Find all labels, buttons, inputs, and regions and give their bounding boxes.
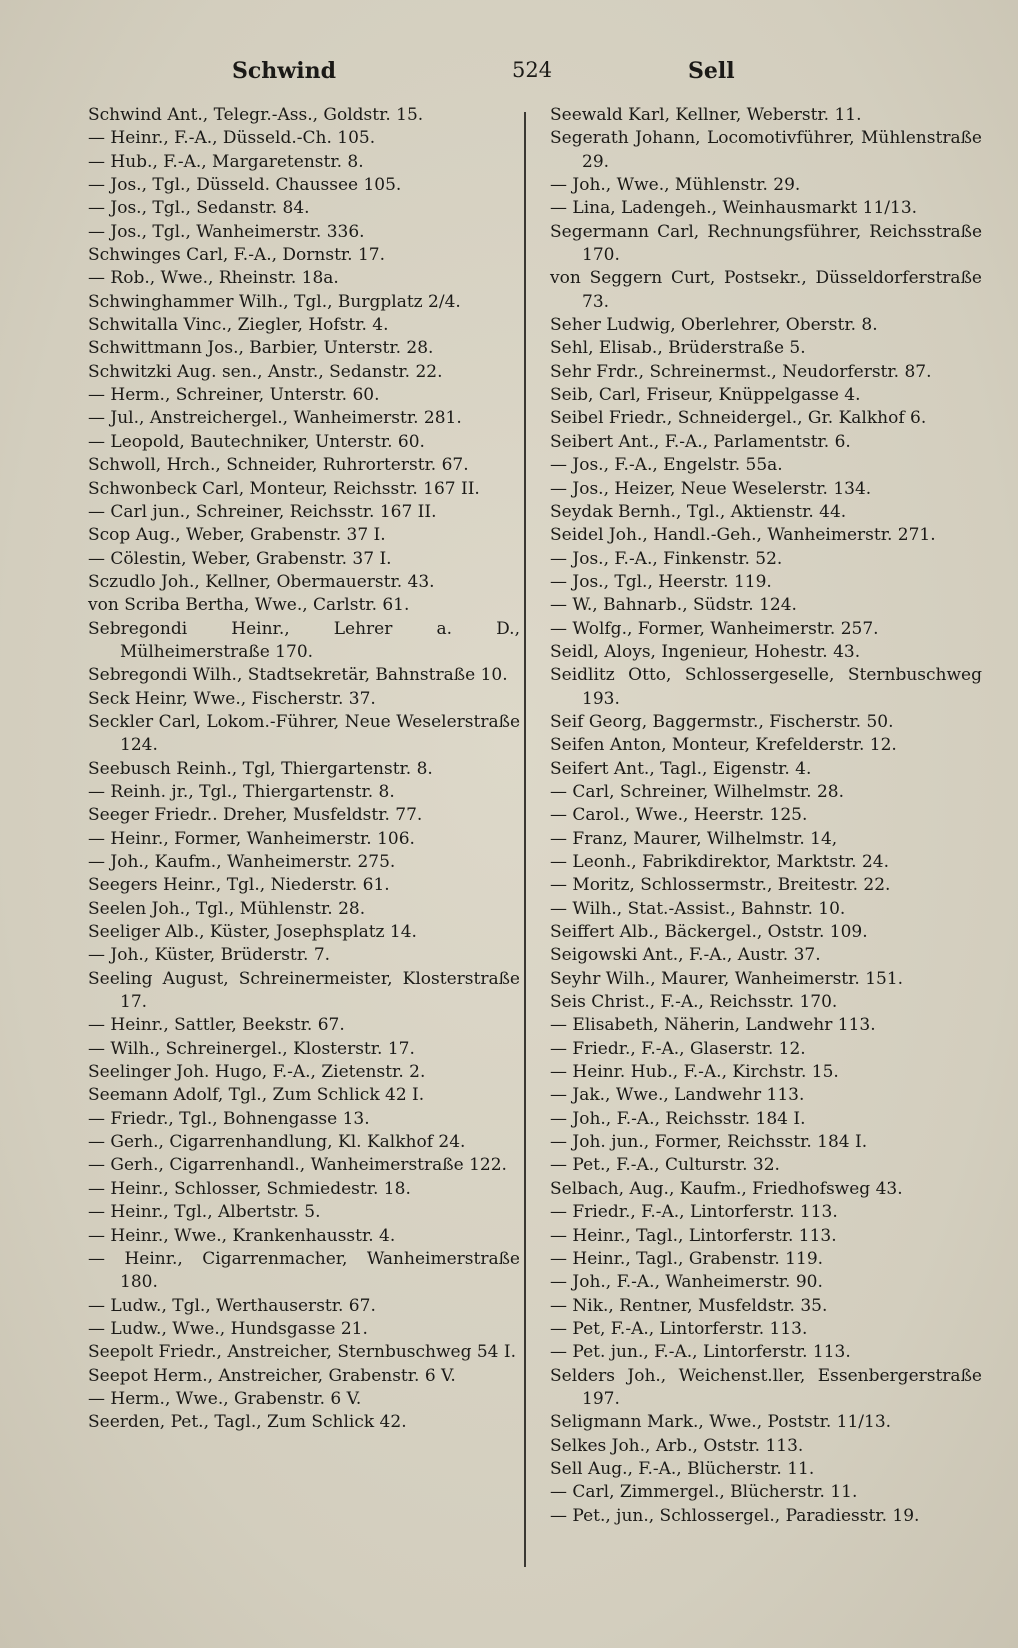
directory-entry: — Friedr., F.-A., Lintorferstr. 113. bbox=[550, 1202, 838, 1223]
directory-entry: Sczudlo Joh., Kellner, Obermauerstr. 43. bbox=[88, 571, 435, 592]
directory-entry: Seebusch Reinh., Tgl, Thiergartenstr. 8. bbox=[88, 758, 433, 779]
directory-entry: Seifen Anton, Monteur, Krefelderstr. 12. bbox=[550, 735, 897, 756]
directory-entry: Schwonbeck Carl, Monteur, Reichsstr. 167 II. bbox=[88, 478, 480, 499]
directory-entry: Schwitzki Aug. sen., Anstr., Sedanstr. 22. bbox=[88, 361, 443, 382]
directory-entry: — Heinr., Schlosser, Schmiedestr. 18. bbox=[88, 1178, 411, 1199]
header-left-keyword: Schwind bbox=[232, 58, 336, 84]
directory-entry: Seck Heinr, Wwe., Fischerstr. 37. bbox=[88, 688, 376, 709]
directory-entry: Seemann Adolf, Tgl., Zum Schlick 42 I. bbox=[88, 1085, 425, 1106]
directory-entry: — Lina, Ladengeh., Weinhausmarkt 11/13. bbox=[550, 198, 918, 219]
directory-entry: — Moritz, Schlossermstr., Breitestr. 22. bbox=[550, 875, 891, 896]
directory-entry: — Heinr., Cigarrenmacher, Wanheimerstraße 180. bbox=[88, 1248, 520, 1293]
directory-entry: — Heinr., Tgl., Albertstr. 5. bbox=[88, 1202, 321, 1223]
left-column bbox=[88, 104, 520, 1435]
directory-entry: — Jos., F.-A., Engelstr. 55a. bbox=[550, 455, 783, 476]
directory-entry: Schwoll, Hrch., Schneider, Ruhrorterstr. 67. bbox=[88, 455, 469, 476]
directory-entry: Schwinges Carl, F.-A., Dornstr. 17. bbox=[88, 245, 386, 266]
directory-entry: — Heinr., F.-A., Düsseld.-Ch. 105. bbox=[88, 128, 376, 149]
directory-entry: Scop Aug., Weber, Grabenstr. 37 I. bbox=[88, 525, 386, 546]
directory-entry: — Herm., Wwe., Grabenstr. 6 V. bbox=[88, 1388, 362, 1409]
directory-entry: — Heinr., Sattler, Beekstr. 67. bbox=[88, 1015, 345, 1036]
directory-entry: Schwittmann Jos., Barbier, Unterstr. 28. bbox=[88, 338, 434, 359]
directory-entry: Segerath Johann, Locomotivführer, Mühlenstraße 29. bbox=[550, 128, 982, 172]
directory-entry: — Carl jun., Schreiner, Reichsstr. 167 II. bbox=[88, 501, 437, 522]
directory-entry: Seepot Herm., Anstreicher, Grabenstr. 6 V. bbox=[88, 1365, 456, 1386]
directory-entry: Seelen Joh., Tgl., Mühlenstr. 28. bbox=[88, 898, 366, 919]
directory-entry: — Elisabeth, Näherin, Landwehr 113. bbox=[550, 1015, 876, 1036]
directory-entry: — Friedr., F.-A., Glaserstr. 12. bbox=[550, 1038, 806, 1059]
directory-entry: Seewald Karl, Kellner, Weberstr. 11. bbox=[550, 105, 862, 125]
directory-entry: Selbach, Aug., Kaufm., Friedhofsweg 43. bbox=[550, 1178, 903, 1199]
directory-entry: Seis Christ., F.-A., Reichsstr. 170. bbox=[550, 992, 838, 1013]
directory-entry: — Leopold, Bautechniker, Unterstr. 60. bbox=[88, 431, 425, 452]
directory-entry: Seher Ludwig, Oberlehrer, Oberstr. 8. bbox=[550, 315, 878, 336]
directory-entry: Seerden, Pet., Tagl., Zum Schlick 42. bbox=[88, 1412, 407, 1433]
directory-entry: Seidel Joh., Handl.-Geh., Wanheimerstr. 271. bbox=[550, 525, 936, 546]
directory-entry: Seligmann Mark., Wwe., Poststr. 11/13. bbox=[550, 1412, 892, 1433]
directory-entry: Sebregondi Heinr., Lehrer a. D., Mülheimerstraße 170. bbox=[88, 618, 520, 662]
directory-entry: — Wilh., Stat.-Assist., Bahnstr. 10. bbox=[550, 898, 846, 919]
directory-entry: — Gerh., Cigarrenhandl., Wanheimerstraße 122. bbox=[88, 1155, 507, 1176]
directory-entry: — Jos., Tgl., Düsseld. Chaussee 105. bbox=[88, 175, 402, 196]
directory-entry: — Joh., F.-A., Wanheimerstr. 90. bbox=[550, 1272, 823, 1293]
directory-entry: — Reinh. jr., Tgl., Thiergartenstr. 8. bbox=[88, 781, 395, 802]
directory-entry: Schwind Ant., Telegr.-Ass., Goldstr. 15. bbox=[88, 105, 424, 125]
directory-entry: Seegers Heinr., Tgl., Niederstr. 61. bbox=[88, 875, 390, 896]
directory-entry: Seepolt Friedr., Anstreicher, Sternbuschweg 54 I. bbox=[88, 1342, 517, 1363]
directory-entry: Sell Aug., F.-A., Blücherstr. 11. bbox=[550, 1458, 815, 1479]
directory-entry: — Wolfg., Former, Wanheimerstr. 257. bbox=[550, 618, 879, 639]
directory-entry: — Pet., jun., Schlossergel., Paradiesstr. 19. bbox=[550, 1505, 920, 1526]
directory-entry: — Pet., F.-A., Culturstr. 32. bbox=[550, 1155, 780, 1176]
directory-entry: — Heinr., Tagl., Grabenstr. 119. bbox=[550, 1248, 824, 1269]
directory-entry: — Joh., F.-A., Reichsstr. 184 I. bbox=[550, 1108, 806, 1129]
directory-entry: — Cölestin, Weber, Grabenstr. 37 I. bbox=[88, 548, 392, 569]
directory-entry: Sehr Frdr., Schreinermst., Neudorferstr. 87. bbox=[550, 361, 932, 382]
directory-entry: Schwinghammer Wilh., Tgl., Burgplatz 2/4. bbox=[88, 291, 461, 312]
directory-entry: — Rob., Wwe., Rheinstr. 18a. bbox=[88, 268, 339, 289]
directory-entry: Selkes Joh., Arb., Oststr. 113. bbox=[550, 1435, 804, 1456]
directory-entry: Seifert Ant., Tagl., Eigenstr. 4. bbox=[550, 758, 812, 779]
directory-entry: — Joh., Kaufm., Wanheimerstr. 275. bbox=[88, 852, 396, 872]
page-header bbox=[0, 58, 1018, 88]
directory-entry: Selders Joh., Weichenst.ller, Essenbergerstraße 197. bbox=[550, 1365, 982, 1409]
directory-entry: Seidlitz Otto, Schlossergeselle, Sternbuschweg 193. bbox=[550, 665, 982, 709]
directory-entry: — Jos., Tgl., Sedanstr. 84. bbox=[88, 198, 310, 219]
directory-entry: von Seggern Curt, Postsekr., Düsseldorferstraße 73. bbox=[550, 268, 982, 312]
directory-entry: — Carl, Zimmergel., Blücherstr. 11. bbox=[550, 1482, 858, 1503]
directory-entry: — Jul., Anstreichergel., Wanheimerstr. 281. bbox=[88, 408, 462, 429]
directory-entry: Seyhr Wilh., Maurer, Wanheimerstr. 151. bbox=[550, 968, 904, 989]
directory-entry: Segermann Carl, Rechnungsführer, Reichsstraße 170. bbox=[550, 221, 982, 266]
directory-entry: — Pet. jun., F.-A., Lintorferstr. 113. bbox=[550, 1342, 851, 1363]
directory-entry: — Ludw., Wwe., Hundsgasse 21. bbox=[88, 1318, 368, 1339]
directory-entry: — Hub., F.-A., Margaretenstr. 8. bbox=[88, 151, 364, 172]
directory-entry: von Scriba Bertha, Wwe., Carlstr. 61. bbox=[88, 595, 410, 616]
directory-entry: Seckler Carl, Lokom.-Führer, Neue Weselerstraße 124. bbox=[88, 711, 520, 756]
directory-entry: — Wilh., Schreinergel., Klosterstr. 17. bbox=[88, 1038, 415, 1059]
directory-entry: Seib, Carl, Friseur, Knüppelgasse 4. bbox=[550, 385, 861, 406]
directory-entry: Seeliger Alb., Küster, Josephsplatz 14. bbox=[88, 922, 417, 943]
directory-entry: — Leonh., Fabrikdirektor, Marktstr. 24. bbox=[550, 852, 890, 872]
directory-entry: — Joh., Küster, Brüderstr. 7. bbox=[88, 945, 331, 966]
directory-entry: Seelinger Joh. Hugo, F.-A., Zietenstr. 2. bbox=[88, 1062, 426, 1083]
directory-entry: Seif Georg, Baggermstr., Fischerstr. 50. bbox=[550, 711, 894, 732]
directory-entry: Seydak Bernh., Tgl., Aktienstr. 44. bbox=[550, 501, 847, 522]
directory-entry: Seiffert Alb., Bäckergel., Oststr. 109. bbox=[550, 922, 868, 943]
directory-entry: — Nik., Rentner, Musfeldstr. 35. bbox=[550, 1295, 828, 1316]
directory-entry: — Heinr. Hub., F.-A., Kirchstr. 15. bbox=[550, 1062, 839, 1083]
directory-entry: — Friedr., Tgl., Bohnengasse 13. bbox=[88, 1108, 370, 1129]
directory-entry: — W., Bahnarb., Südstr. 124. bbox=[550, 595, 797, 616]
directory-entry: — Gerh., Cigarrenhandlung, Kl. Kalkhof 24. bbox=[88, 1132, 466, 1153]
directory-entry: — Carl, Schreiner, Wilhelmstr. 28. bbox=[550, 781, 845, 802]
directory-entry: — Joh., Wwe., Mühlenstr. 29. bbox=[550, 175, 801, 196]
directory-entry: — Joh. jun., Former, Reichsstr. 184 I. bbox=[550, 1132, 868, 1153]
directory-entry: — Jos., F.-A., Finkenstr. 52. bbox=[550, 548, 783, 569]
page-number: 524 bbox=[512, 58, 553, 82]
directory-entry: Seeling August, Schreinermeister, Klosterstraße 17. bbox=[88, 968, 520, 1013]
directory-entry: Seeger Friedr.. Dreher, Musfeldstr. 77. bbox=[88, 805, 423, 826]
directory-entry: — Jos., Tgl., Heerstr. 119. bbox=[550, 571, 772, 592]
column-divider bbox=[524, 112, 526, 1567]
directory-entry: — Herm., Schreiner, Unterstr. 60. bbox=[88, 385, 380, 406]
directory-entry: Seibert Ant., F.-A., Parlamentstr. 6. bbox=[550, 431, 851, 452]
directory-entry: — Jos., Tgl., Wanheimerstr. 336. bbox=[88, 221, 365, 242]
directory-entry: Seigowski Ant., F.-A., Austr. 37. bbox=[550, 945, 821, 966]
directory-entry: — Pet, F.-A., Lintorferstr. 113. bbox=[550, 1318, 808, 1339]
header-right-keyword: Sell bbox=[688, 58, 735, 84]
directory-entry: — Heinr., Tagl., Lintorferstr. 113. bbox=[550, 1225, 837, 1246]
directory-entry: Sebregondi Wilh., Stadtsekretär, Bahnstraße 10. bbox=[88, 665, 508, 686]
directory-entry: Schwitalla Vinc., Ziegler, Hofstr. 4. bbox=[88, 315, 389, 336]
directory-entry: Seibel Friedr., Schneidergel., Gr. Kalkhof 6. bbox=[550, 408, 927, 429]
directory-entry: — Jos., Heizer, Neue Weselerstr. 134. bbox=[550, 478, 872, 499]
directory-entry: Seidl, Aloys, Ingenieur, Hohestr. 43. bbox=[550, 641, 861, 662]
directory-entry: — Heinr., Former, Wanheimerstr. 106. bbox=[88, 828, 415, 849]
directory-entry: — Ludw., Tgl., Werthauserstr. 67. bbox=[88, 1295, 376, 1316]
directory-entry: — Jak., Wwe., Landwehr 113. bbox=[550, 1085, 805, 1106]
directory-entry: — Carol., Wwe., Heerstr. 125. bbox=[550, 805, 808, 826]
directory-entry: — Franz, Maurer, Wilhelmstr. 14, bbox=[550, 828, 838, 849]
directory-entry: — Heinr., Wwe., Krankenhausstr. 4. bbox=[88, 1225, 396, 1246]
directory-entry: Sehl, Elisab., Brüderstraße 5. bbox=[550, 338, 806, 359]
right-column bbox=[550, 104, 982, 1528]
